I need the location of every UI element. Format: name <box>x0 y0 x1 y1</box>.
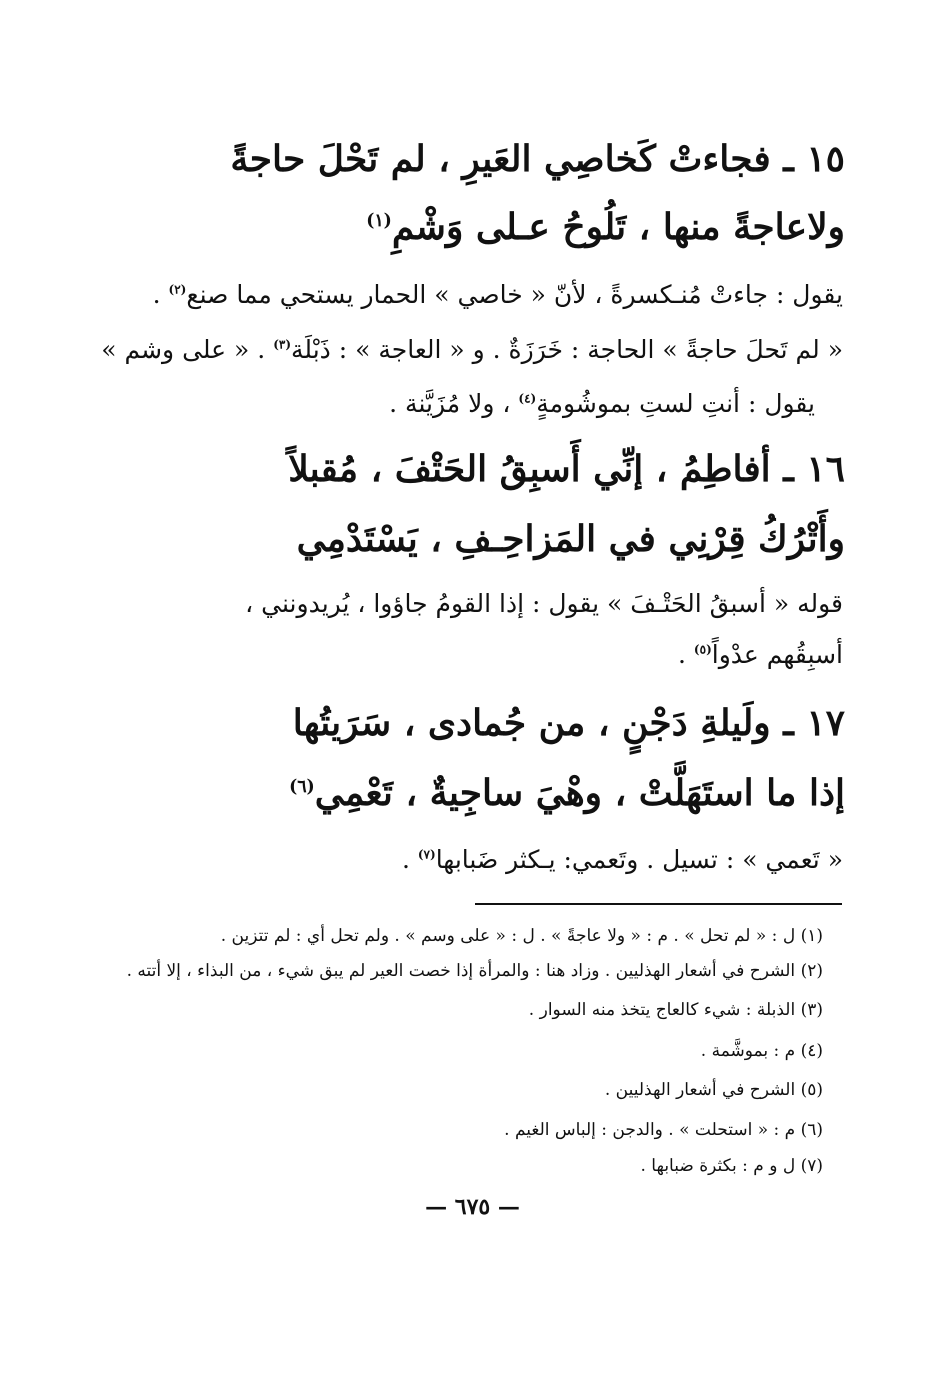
footnote <box>504 1120 823 1140</box>
verse-16-line-1: ١٦ ـ أفاطِمُ ، إنِّي أَسبِقُ الحَتْفَ ، مُقبلاً <box>288 448 845 490</box>
footnote <box>641 1156 824 1176</box>
footnote <box>701 1041 823 1061</box>
verse-16-line-2 <box>297 518 845 560</box>
footnote-text: ل : « لم تحل » . م : « ولا عاجةً » . ل : « على وسم » . ولم تحل أي : لم تتزين . <box>220 926 796 946</box>
footnote-ref: (٢) <box>168 282 187 297</box>
commentary-text-tail: ، ولا مُزَيَّنة . <box>389 389 519 418</box>
footnote <box>127 961 823 981</box>
footnote-number: (٧) <box>800 1156 823 1176</box>
footnote-ref: (٤) <box>518 391 537 406</box>
commentary-text: أسبِقُهم عدْواً <box>711 640 843 669</box>
commentary-text-tail: . <box>401 845 418 874</box>
commentary-line <box>245 589 843 618</box>
footnote-ref: (٥) <box>693 642 712 657</box>
commentary-text: يقول : جاءتْ مُنـكسرةً ، لأنّ « خاصي » الحمار يستحي مما صنع <box>186 280 843 309</box>
verse-17-line-2 <box>289 772 845 814</box>
footnote-text: ل و م : بكثرة ضبابها . <box>640 1156 796 1176</box>
footnote-number: (٥) <box>800 1080 823 1100</box>
verse-number: ١٦ <box>806 448 845 490</box>
footnote-number: (٢) <box>800 961 823 981</box>
verse-text: أفاطِمُ ، إنِّي أَسبِقُ الحَتْفَ ، مُقبلاً <box>288 448 771 490</box>
footnote-ref: (٦) <box>289 777 315 797</box>
verse-text: وأَتْرُكُ قِرْنِي في المَزاحِـفِ ، يَسْتَدْمِي <box>296 518 845 560</box>
verse-text: فجاءتْ كَخاصِي العَيرِ ، لم تَحْلَ حاجةً <box>230 138 771 180</box>
commentary-line <box>678 640 843 669</box>
verse-15-line-2 <box>366 206 845 248</box>
footnote-ref: (٧) <box>417 847 436 862</box>
footnote-number: (٣) <box>800 1000 823 1020</box>
verse-17-line-1: ١٧ ـ ولَيلةِ دَجْنٍ ، من جُمادى ، سَرَيتُها <box>292 702 845 744</box>
commentary-text: يقول : أنتِ لستِ بموشُومةٍ <box>536 389 815 418</box>
verse-number: ١٥ <box>806 138 845 180</box>
footnote-text: الذبلة : شيء كالعاج يتخذ منه السوار . <box>528 1000 796 1020</box>
footnote-ref: (٣) <box>273 337 292 352</box>
footnote-text: الشرح في أشعار الهذليين . وزاد هنا : والمرأة إذا خصت العير لم يبق شيء ، من البذاء ، إلا أتته . <box>126 961 796 981</box>
verse-number: ١٧ <box>806 702 845 744</box>
footnote-number: (٤) <box>800 1041 823 1061</box>
verse-text: ولَيلةِ دَجْنٍ ، من جُمادى ، سَرَيتُها <box>292 702 771 744</box>
commentary-line <box>101 335 843 364</box>
commentary-text-tail: . « على وشم » <box>101 335 274 364</box>
footnote-text: الشرح في أشعار الهذليين . <box>604 1080 796 1100</box>
commentary-text-tail: . <box>678 640 694 669</box>
footnote-text: م : « استحلت » . والدجن : إلباس الغيم . <box>504 1120 796 1140</box>
footnote <box>605 1080 823 1100</box>
footnote <box>221 926 823 946</box>
verse-text: ولاعاجةً منها ، تَلُوحُ عـلى وَشْمِ <box>391 206 845 248</box>
verse-15-line-1: ١٥ ـ فجاءتْ كَخاصِي العَيرِ ، لم تَحْلَ حاجةً <box>230 138 845 180</box>
footnote-text: م : بموشَّمة . <box>700 1041 796 1061</box>
commentary-text: قوله « أسبقُ الحَتْـفَ » يقول : إذا القومُ جاؤوا ، يُريدونني ، <box>245 589 843 618</box>
verse-text: إذا ما استَهَلَّتْ ، وهْيَ ساجِيةٌ ، تَعْمِي <box>314 772 845 814</box>
commentary-line <box>389 389 815 418</box>
commentary-line <box>402 845 843 874</box>
footnote-number: (٦) <box>800 1120 823 1140</box>
commentary-text: « تَعمي » : تسيل . وتَعمي: يـكثر ضَبابها <box>435 845 843 874</box>
footnote-divider <box>475 903 842 905</box>
commentary-line <box>153 280 843 309</box>
page-number: — ٦٧٥ — <box>425 1194 520 1220</box>
footnote-number: (١) <box>800 926 823 946</box>
commentary-text-tail: . <box>152 280 169 309</box>
commentary-text: « لم تَحلَ حاجةً » الحاجة : خَرَزَةٌ . و « العاجة » : ذَبْلَة <box>291 335 843 364</box>
footnote-ref: (١) <box>366 211 392 231</box>
footnote <box>529 1000 823 1020</box>
